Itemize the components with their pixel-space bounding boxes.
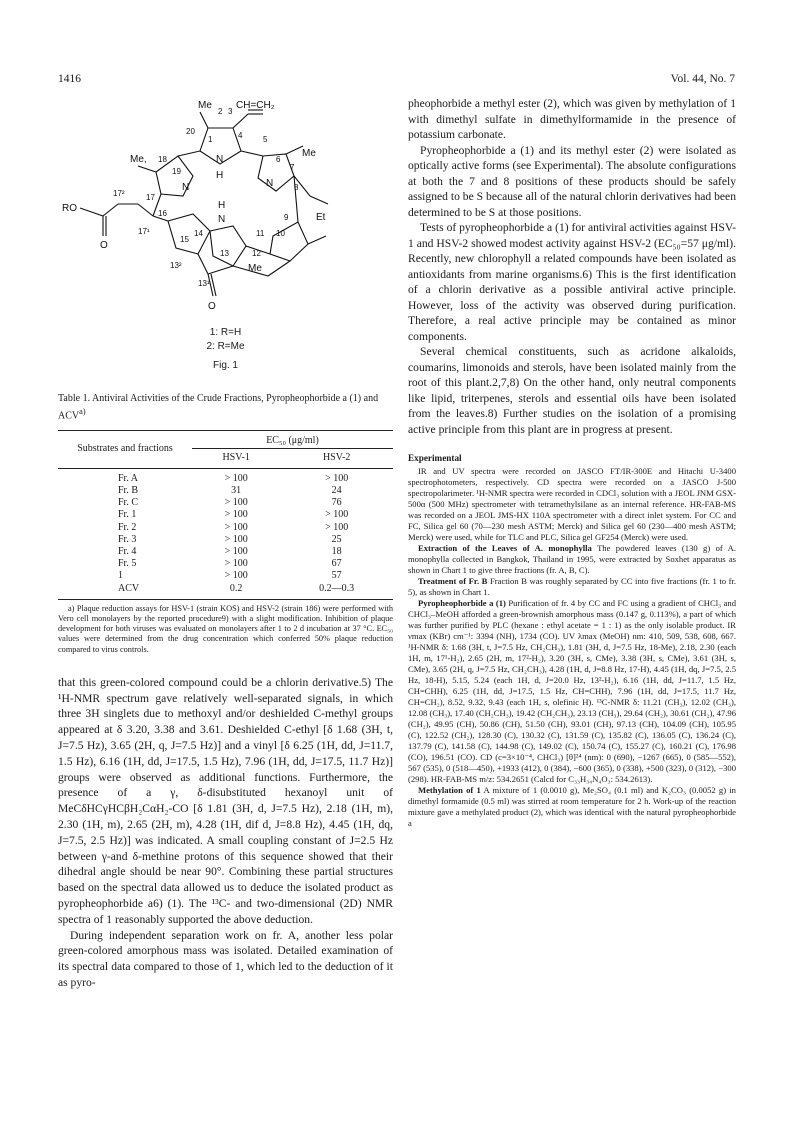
treatment-text: Fraction B was roughly separated by CC into five fractions (fr. 1 to fr. 5), as shown in Chart 1. (408, 576, 736, 597)
extraction-paragraph (408, 543, 736, 576)
label-n3: 3 (228, 107, 233, 116)
label-vinyl: CH=CH₂ (236, 100, 275, 111)
chemical-structure-figure (58, 96, 393, 326)
row-name: Fr. 3 (118, 533, 137, 545)
label-n171: 17¹ (138, 227, 150, 236)
experimental-section (408, 453, 736, 829)
row-hsv1: 0.2 (229, 582, 243, 594)
row-name: Fr. 1 (118, 509, 137, 521)
right-body-text (408, 96, 736, 437)
label-n131: 13¹ (198, 279, 210, 288)
label-n20: 20 (186, 127, 195, 136)
antiviral-table (58, 430, 393, 599)
left-body-text (58, 675, 393, 991)
compound-definitions (58, 326, 393, 354)
label-h-b: H (218, 200, 226, 211)
structure-bonds (80, 110, 328, 296)
row-hsv2: 57 (331, 570, 342, 582)
row-hsv2: > 100 (325, 521, 349, 533)
left-column (58, 96, 393, 991)
label-n-a: N (216, 154, 224, 165)
extraction-heading: Extraction of the Leaves of A. monophylla (418, 543, 592, 553)
row-hsv2: 76 (331, 497, 342, 509)
label-n-b: N (182, 182, 190, 193)
row-name: ACV (118, 582, 140, 594)
label-n18: 18 (158, 155, 167, 164)
row-name: Fr. 5 (118, 558, 137, 570)
row-hsv2: 25 (331, 533, 342, 545)
col-header-hsv2: HSV-2 (322, 451, 351, 463)
label-n7: 7 (290, 163, 295, 172)
label-n14: 14 (194, 229, 203, 238)
label-o-a: O (100, 240, 108, 251)
table-footnote: a) Plaque reduction assays for HSV-1 (strain KOS) and HSV-2 (strain 186) were performed with Vero cell monolayers by the reported procedure9) with a slight modification. Inhibition of plaque development for both viruses was evaluated on monolayers after 1 to 2 d incubation at 37 °C. EC₅₀ values were determined from the drug concentration which conferred 50% plaque reduction compared to virus controls. (58, 603, 393, 654)
right-paragraph-2: Pyropheophorbide a (1) and its methyl ester (2) were isolated as optically active forms (see Experimental). The absolute configurations at both the 7 and 8 positions of these products should be safely assigned to be S because all of the natural chlorin derivatives had been determined to be S at those positions. (408, 143, 736, 219)
row-hsv1: > 100 (224, 570, 248, 582)
table-row (58, 570, 393, 582)
table-row (58, 583, 393, 600)
treatment-paragraph (408, 576, 736, 598)
right-paragraph-4: Several chemical constituents, such as acridone alkaloids, coumarins, limonoids and sterols, have been isolated mainly from the root of this plant.2,7,8) On the other hand, only neutral components like lipid, triterpenes, sterols and essential oils have been isolated from the leaves.8) Further studies on the isolation of a promising active principle from this plant are in progress at present. (408, 345, 736, 436)
row-hsv1: > 100 (224, 472, 248, 484)
label-me-18: Me, (130, 154, 147, 165)
label-n6: 6 (276, 155, 281, 164)
row-name: Fr. 4 (118, 545, 137, 557)
label-n15: 15 (180, 235, 189, 244)
compound-1: 1: R=H (209, 327, 242, 338)
label-n17: 17 (146, 193, 155, 202)
row-hsv1: > 100 (224, 545, 248, 557)
label-n10: 10 (276, 229, 285, 238)
row-hsv2: > 100 (325, 472, 349, 484)
label-me-12: Me (248, 263, 262, 274)
row-hsv2: > 100 (325, 509, 349, 521)
row-hsv2: 18 (331, 545, 342, 557)
methylation-paragraph (408, 785, 736, 829)
label-n19: 19 (172, 167, 181, 176)
table-row (58, 485, 393, 497)
label-n13: 13 (220, 249, 229, 258)
label-n2: 2 (218, 107, 223, 116)
table-caption-text: Table 1. Antiviral Activities of the Crude Fractions, Pyropheophorbide a (1) and ACV (58, 393, 379, 421)
page-number: 1416 (58, 73, 81, 85)
row-name: Fr. A (118, 472, 139, 484)
right-column (408, 96, 736, 829)
table-row (58, 534, 393, 546)
table-row (58, 558, 393, 570)
label-n11: 11 (256, 229, 265, 238)
pyropheophorbide-heading: Pyropheophorbide a (1) (418, 598, 506, 608)
compound-2: 2: R=Me (206, 341, 245, 352)
label-h-a: H (216, 170, 224, 181)
left-paragraph-2: During independent separation work on fr. A, another less polar green-colored amorphous mass was isolated. Detailed examination of its spectral data compared to those of 1, which led to the deduction of it as pyro- (58, 928, 393, 989)
row-hsv2: 0.2—0.3 (319, 582, 355, 594)
table-row (58, 468, 393, 485)
row-name: Fr. 2 (118, 521, 137, 533)
label-n172: 17² (113, 189, 125, 198)
extraction-text: The powdered leaves (130 g) of A. monophylla collected in Bangkok, Thailand in 1995, were extracted by Soxhet apparatus as shown in Chart 1 to give three fractions (fr. A, B, C). (408, 543, 736, 575)
pyropheophorbide-text: Purification of fr. 4 by CC and FC using a gradient of CHCl₃ and CHCl₃–MeOH afforded a green-brownish amorphous mass (0.147 g, 0.113%), a part of which was further purified by PLC (hexane : ethyl acetate = 1 : 1) as the only isolable product. IR νmax (KBr) cm⁻¹: 3394 (NH), 1734 (CO). UV λmax (MeOH) nm: 410, 509, 538, 608, 667. ¹H-NMR δ: 1.68 (3H, t, J=7.5 Hz, CH₂CH₃), 1.81 (3H, d, J=7.5 Hz, 18-Me), 2.18, 2.30 (each 1H, m, 17¹-H₂), 2.65 (2H, m, 17²-H₂), 3.20 (3H, s, CMe), 3.38 (3H, s, CMe), 3.61 (3H, s, CMe), 3.65 (2H, q, J=7.5 Hz, CH₂CH₃), 4.28 (1H, d, J=8.8 Hz, 17-H), 4.45 (1H, dq, J=7.5, 2.5 Hz, 18-H), 5.15, 5.24 (each 1H, d, J=20.0 Hz, 13²-H₂), 6.16 (1H, dd, J=11.7, 1.5 Hz, CH=CHH), 6.25 (1H, dd, J=17.5, 1.5 Hz, CH=CHH), 7.96 (1H, dd, J=17.5, 11.7 Hz, CH=CH₂), 8.52, 9.32, 9.43 (each 1H, s, olefinic H). ¹³C-NMR δ: 11.21 (CH₃), 12.02 (CH₃), 12.08 (CH₃), 17.40 (CH₂CH₃), 19.42 (CH₂CH₃), 23.13 (CH₃), 29.64 (CH₂), 30.61 (CH₂), 47.96 (CH₂), 49.95 (CH), 50.86 (CH), 51.50 (CH), 93.01 (CH), 97.13 (CH), 104.09 (CH), 105.95 (C), 122.52 (CH₂), 128.30 (C), 130.32 (C), 131.59 (C), 135.82 (C), 136.05 (C), 136.24 (C), 137.79 (C), 141.58 (C), 144.98 (C), 149.02 (C), 150.74 (C), 155.27 (C), 160.21 (C), 176.98 (CO), 196.51 (CO). CD (c=3×10⁻⁴, CHCl₃) [θ]²⁴ (nm): 0 (690), −1267 (665), 0 (585—552), 567 (535), 0 (518—450), +1933 (412), 0 (384), −600 (365), 0 (338), +500 (323), 0 (312), −300 (298). HR-FAB-MS m/z: 534.2651 (Calcd for C₃₃H₃₄N₄O₃: 534.2613). (408, 598, 737, 784)
experimental-title: Experimental (408, 453, 462, 463)
table-row (58, 497, 393, 509)
figure-caption: Fig. 1 (212, 360, 238, 371)
label-me-2: Me (198, 100, 212, 111)
label-n-d: N (218, 214, 226, 225)
pyropheophorbide-structure (58, 96, 393, 326)
table-caption (58, 393, 393, 422)
row-hsv1: > 100 (224, 509, 248, 521)
table-row (58, 522, 393, 534)
label-n132: 13² (170, 261, 182, 270)
treatment-heading: Treatment of Fr. B (418, 576, 488, 586)
label-n12: 12 (252, 249, 261, 258)
row-hsv1: > 100 (224, 521, 248, 533)
right-paragraph-3: Tests of pyropheophorbide a (1) for antiviral activities against HSV-1 and HSV-2 showed modest activity against HSV-2 (EC₅₀=57 μg/ml). Recently, new chlorophyll a related compounds have been isolated as antioxidants from marine organisms.6) This is the first identification of a chlorin derivative as a possible antiviral active principle. However, loss of the activity was observed during purification. Therefore, a real active principle may be contained as minor components. (408, 221, 736, 343)
table-row (58, 509, 393, 521)
row-name: Fr. C (118, 497, 139, 509)
label-ro: RO (62, 203, 77, 214)
table-body (58, 468, 393, 599)
row-hsv1: > 100 (224, 533, 248, 545)
label-n1: 1 (208, 135, 213, 144)
col-header-ec50: EC₅₀ (μg/ml) (192, 431, 393, 448)
label-et: Et (316, 212, 326, 223)
row-hsv1: > 100 (224, 497, 248, 509)
label-n16: 16 (158, 209, 167, 218)
label-n5: 5 (263, 135, 268, 144)
row-hsv2: 67 (331, 558, 342, 570)
row-name: Fr. B (118, 484, 139, 496)
label-n4: 4 (238, 131, 243, 140)
methylation-text: A mixture of 1 (0.0010 g), Me₂SO₄ (0.1 ml) and K₂CO₃ (0.0052 g) in dimethyl formamide (0.5 ml) was stirred at room temperature for 2 h. Work-up of the reaction mixture gave a methylated product (2), which was identical with the natural pyropheophorbide a (408, 785, 736, 828)
pyropheophorbide-paragraph (408, 598, 736, 785)
experimental-intro: IR and UV spectra were recorded on JASCO FT/IR-300E and Hitachi U-3400 spectrophotometers, respectively. CD spectra were recorded on a JASCO J-500 spectropolarimeter. ¹H-NMR spectra were recorded in CDCl₃ solution with a JEOL JNM GSX-500α (500 MHz) spectrometer with tetramethylsilane as an internal reference. HR-FAB-MS was recorded on a JEOL JMS-HX 110A spectrometer with a direct inlet system. For CC and FC, Silica gel 60 (70—230 mesh ASTM; Merck) and Silica gel 60 (230—400 mesh ASTM; Merck) were used, while for TLC and PLC, Silica gel GF254 (Merck) were used. (408, 466, 736, 542)
methylation-heading: Methylation of 1 (418, 785, 481, 795)
label-me-7: Me (302, 148, 316, 159)
table-caption-sup: a) (79, 406, 86, 416)
volume-info: Vol. 44, No. 7 (670, 73, 735, 85)
right-paragraph-1: pheophorbide a methyl ester (2), which was given by methylation of 1 with dimethyl sulfate in dimethylformamide in the presence of potassium carbonate. (408, 97, 736, 141)
row-hsv1: 31 (231, 484, 242, 496)
row-hsv1: > 100 (224, 558, 248, 570)
row-hsv2: 24 (331, 484, 342, 496)
left-paragraph-1: that this green-colored compound could be a chlorin derivative.5) The ¹H-NMR spectrum gave relatively well-separated signals, in which three 3H singlets due to methoxyl and/or deshielded C-methyl groups appeared at δ 3.20, 3.38 and 3.61. Deshielded C-ethyl [δ 1.68 (3H, t, J=7.5 Hz), 3.65 (2H, q, J=7.5 Hz)] and a vinyl [δ 6.25 (1H, dd, J=11.7, 1.5 Hz), 6.16 (1H, dd, J=17.5, 1.5 Hz), 7.96 (1H, dd, J=17.5, 11.7 Hz)] groups were observed as additional functions. Furthermore, the presence of a γ, δ-disubstituted hexanoyl unit of MeCδHCγHCβH₂CαH₂-CO [δ 1.81 (3H, d, J=7.5 Hz), 2.18 (1H, m), 2.30 (1H, m), 2.65 (2H, m), 4.28 (1H, dif d, J=8.8 Hz), 4.45 (1H, dq, J=7.5, 2.5 Hz)] was indicated. A small coupling constant of J=2.5 Hz between γ-and δ-methine protons of this sequence showed that their dihedral angle should be near 90°. Combining these partial structures based on the spectral data allowed us to deduce the isolated product as pyropheophorbide a6) (1). The ¹³C- and two-dimensional (2D) NMR spectra of 1 reasonably supported the above deduction. (58, 675, 393, 926)
label-n8: 8 (294, 183, 299, 192)
col-header-substrates: Substrates and fractions (77, 443, 173, 455)
table-row (58, 546, 393, 558)
label-n-c: N (266, 178, 274, 189)
label-n9: 9 (284, 213, 289, 222)
row-name: 1 (118, 570, 123, 582)
col-header-hsv1: HSV-1 (222, 451, 250, 463)
label-o-b: O (208, 301, 216, 312)
